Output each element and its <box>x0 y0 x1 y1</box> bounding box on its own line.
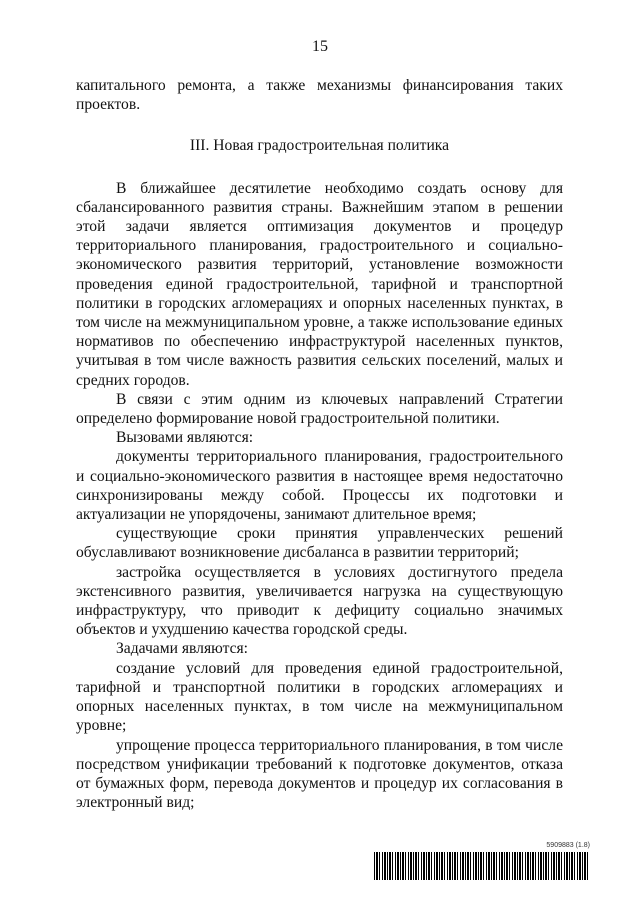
barcode-image <box>374 852 590 880</box>
list-item: создание условий для проведения единой градостроительной, тарифной и транспортной политики в городских агломерациях и опорных населенных пунктах, в том числе на межмуниципальном уровне; <box>76 659 563 735</box>
paragraph: В связи с этим одним из ключевых направлений Стратегии определено формирование новой градостроительной политики. <box>76 390 563 428</box>
page-number: 15 <box>312 38 328 55</box>
barcode-label: 5909883 (1.8) <box>546 842 590 849</box>
list-item: существующие сроки принятия управленческих решений обуславливают возникновение дисбаланса в развитии территорий; <box>76 525 563 562</box>
paragraph-continuation: капитального ремонта, а также механизмы финансирования таких проектов. <box>76 77 563 114</box>
paragraph-challenges-intro: Вызовами являются: <box>116 429 254 447</box>
section-heading: III. Новая градостроительная политика <box>189 137 450 155</box>
list-item: упрощение процесса территориального планирования, в том числе посредством унификации требований к подготовке документов, отказа от бумажных форм, перевода документов и процедур их согласования в электронный вид; <box>76 736 563 812</box>
paragraph: В ближайшее десятилетие необходимо создать основу для сбалансированного развития страны. Важнейшим этапом в решении этой задачи является оптимизация документов и процедур территориального планирования, градостроительного и социально-экономического развития территорий, установление возможности проведения единой градостроительной, тарифной и транспортной политики в городских агломерациях и опорных населенных пунктах, в том числе на межмуниципальном уровне, а также использование единых нормативов по обеспечению инфраструктурой населенных пунктов, учитывая в том числе важность развития сельских поселений, малых и средних городов. <box>76 179 563 389</box>
document-body <box>76 76 563 812</box>
list-item: документы территориального планирования, градостроительного и социально-экономического развития в настоящее время недостаточно синхронизированы между собой. Процессы их подготовки и актуализации не упорядочены, занимают длительное время; <box>76 448 563 524</box>
barcode-block <box>374 842 590 882</box>
paragraph-tasks-intro: Задачами являются: <box>116 640 248 658</box>
list-item: застройка осуществляется в условиях достигнутого предела экстенсивного развития, увеличивается нагрузка на существующую инфраструктуру, что приводит к дефициту социально значимых объектов и ухудшению качества городской среды. <box>76 563 563 639</box>
